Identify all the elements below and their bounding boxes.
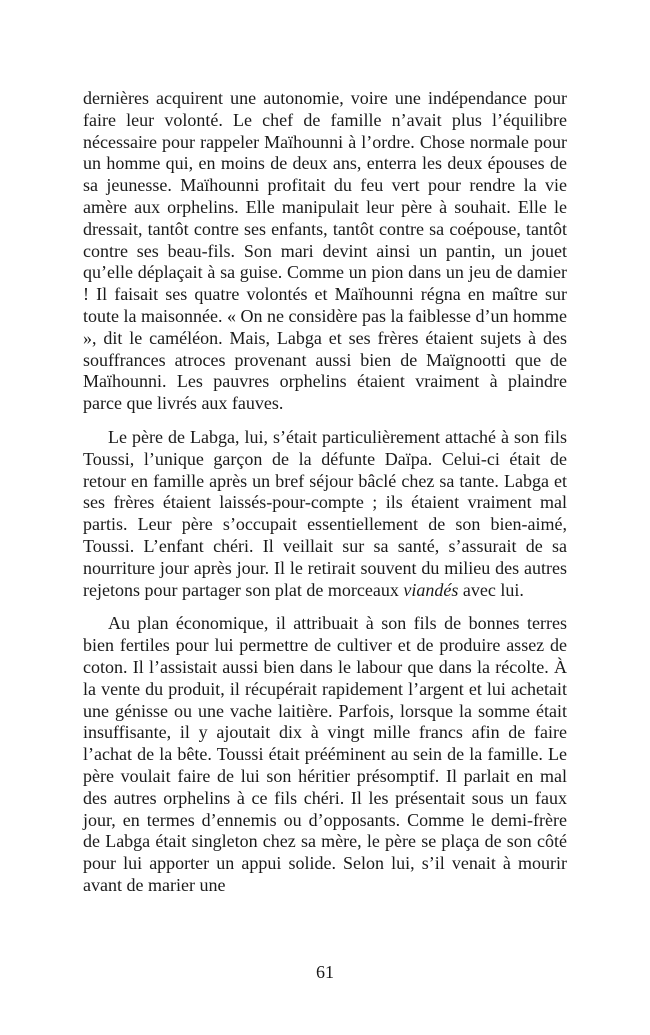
paragraph-2-text-b: avec lui. (458, 579, 524, 600)
italic-word-viandes: viandés (403, 579, 459, 600)
paragraph-1 (83, 88, 567, 415)
paragraph-3-text: Au plan économique, il attribuait à son fils de bonnes terres bien fertiles pour lui permettre de cultiver et de produire assez de coton. Il l’assistait aussi bien dans le labour que dans la récolte. À la vente du produit, il récupérait rapidement l’argent et lui achetait une génisse ou une vache laitière. Parfois, lorsque la somme était insuffisante, il y ajoutait dix à vingt mille francs afin de faire l’achat de la bête. Toussi était prééminent au sein de la famille. Le père voulait faire de lui son héritier présomptif. Il parlait en mal des autres orphelins à ce fils chéri. Il les présentait sous un faux jour, en termes d’ennemis ou d’opposants. Comme le demi-frère de Labga était singleton chez sa mère, le père se plaça de son côté pour lui apporter un appui solide. Selon lui, s’il venait à mourir avant de marier une (83, 613, 567, 895)
page-number: 61 (316, 962, 334, 982)
paragraph-1-text: dernières acquirent une autonomie, voire une indépendance pour faire leur volonté. Le chef de famille n’avait plus l’équilibre nécessaire pour rappeler Maïhounni à l’ordre. Chose normale pour un homme qui, en moins de deux ans, enterra les deux épouses de sa jeunesse. Maïhounni profitait du feu vert pour rendre la vie amère aux orphelins. Elle manipulait leur père à souhait. Elle le dressait, tantôt contre ses enfants, tantôt contre sa coépouse, tantôt contre ses beau-fils. Son mari devint ainsi un pantin, un jouet qu’elle déplaçait à sa guise. Comme un pion dans un jeu de damier ! Il faisait ses quatre volontés et Maïhounni régna en maître sur toute la maisonnée. « On ne considère pas la faiblesse d’un homme », dit le caméléon. Mais, Labga et ses frères étaient sujets à des souffrances atroces provenant aussi bien de Maïgnootti que de Maïhounni. Les pauvres orphelins étaient vraiment à plaindre parce que livrés aux fauves. (83, 88, 567, 414)
paragraph-2-text-a: Le père de Labga, lui, s’était particulièrement attaché à son fils Toussi, l’unique garçon de la défunte Daïpa. Celui-ci était de retour en famille après un bref séjour bâclé chez sa tante. Labga et ses frères étaient laissés-pour-compte ; ils étaient vraiment mal partis. Leur père s’occupait essentiellement de son bien-aimé, Toussi. L’enfant chéri. Il veillait sur sa santé, s’assurait de sa nourriture jour après jour. Il le retirait souvent du milieu des autres rejetons pour partager son plat de morceaux (83, 426, 567, 600)
paragraph-3 (83, 613, 567, 896)
paragraph-2 (83, 427, 567, 601)
page-body (83, 88, 567, 897)
